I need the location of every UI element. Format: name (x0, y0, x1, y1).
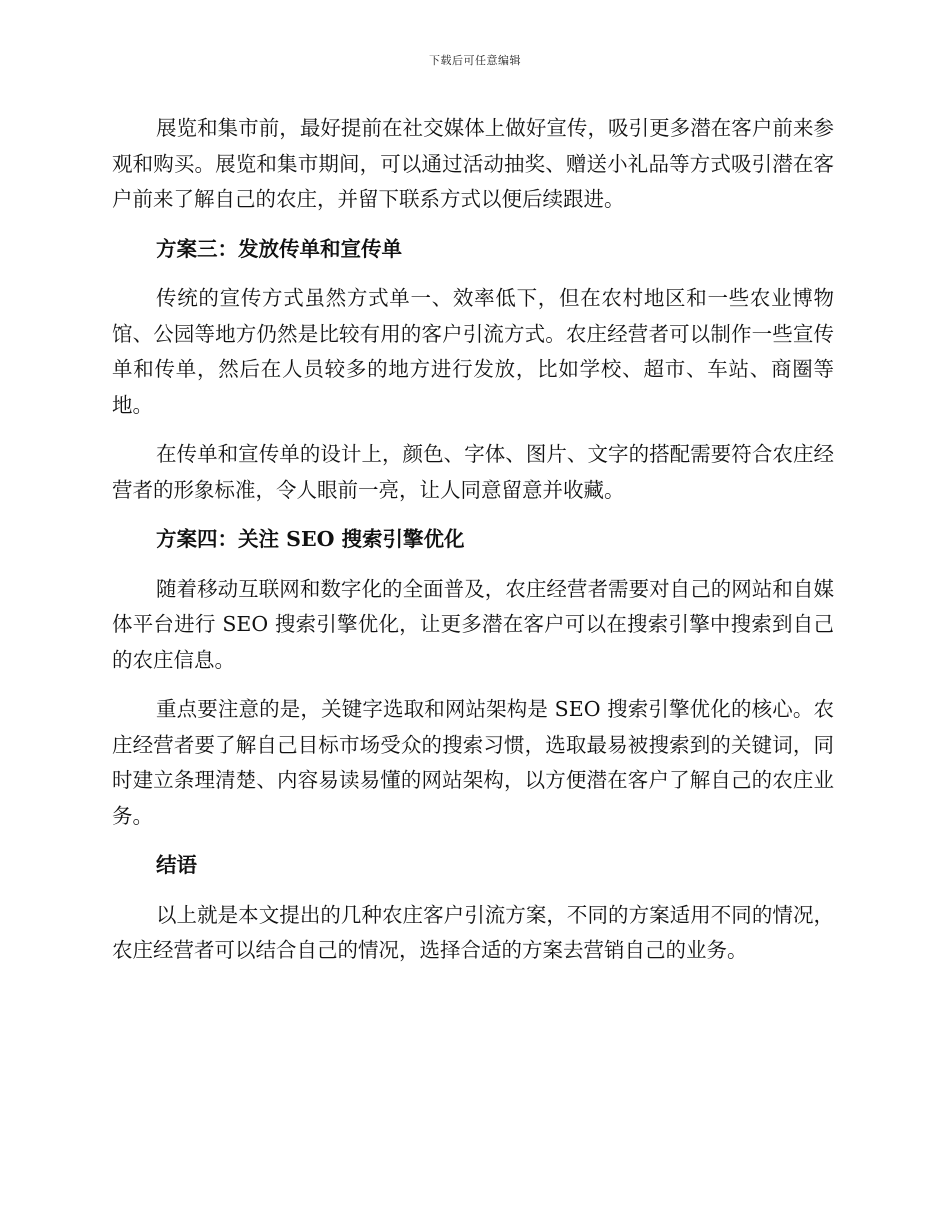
document-body (112, 111, 834, 983)
section-heading-conclusion: 结语 (156, 853, 197, 877)
paragraph-conclusion: 以上就是本文提出的几种农庄客户引流方案，不同的方案适用不同的情况，农庄经营者可以结合自己的情况，选择合适的方案去营销自己的业务。 (112, 902, 834, 962)
paragraph-seo-keywords: 重点要注意的是，关键字选取和网站架构是 SEO 搜索引擎优化的核心。农庄经营者要了解自己目标市场受众的搜索习惯，选取最易被搜索到的关键词，同时建立条理清楚、内容易读易懂的网站架构，以方便潜在客户了解自己的农庄业务。 (112, 697, 834, 828)
section-heading-plan-four: 方案四：关注 SEO 搜索引擎优化 (156, 527, 465, 551)
page-header: 下载后可任意编辑 (429, 54, 521, 67)
paragraph-flyer-design: 在传单和宣传单的设计上，颜色、字体、图片、文字的搭配需要符合农庄经营者的形象标准，令人眼前一亮，让人同意留意并收藏。 (112, 442, 834, 502)
paragraph-exhibition-promotion: 展览和集市前，最好提前在社交媒体上做好宣传，吸引更多潜在客户前来参观和购买。展览和集市期间，可以通过活动抽奖、赠送小礼品等方式吸引潜在客户前来了解自己的农庄，并留下联系方式以便后续跟进。 (112, 116, 834, 211)
paragraph-seo-intro: 随着移动互联网和数字化的全面普及，农庄经营者需要对自己的网站和自媒体平台进行 SEO 搜索引擎优化，让更多潜在客户可以在搜索引擎中搜索到自己的农庄信息。 (112, 576, 834, 672)
section-heading-plan-three: 方案三：发放传单和宣传单 (156, 236, 402, 261)
paragraph-flyer-distribution: 传统的宣传方式虽然方式单一、效率低下，但在农村地区和一些农业博物馆、公园等地方仍然是比较有用的客户引流方式。农庄经营者可以制作一些宣传单和传单，然后在人员较多的地方进行发放，比如学校、超市、车站、商圈等地。 (112, 286, 834, 417)
